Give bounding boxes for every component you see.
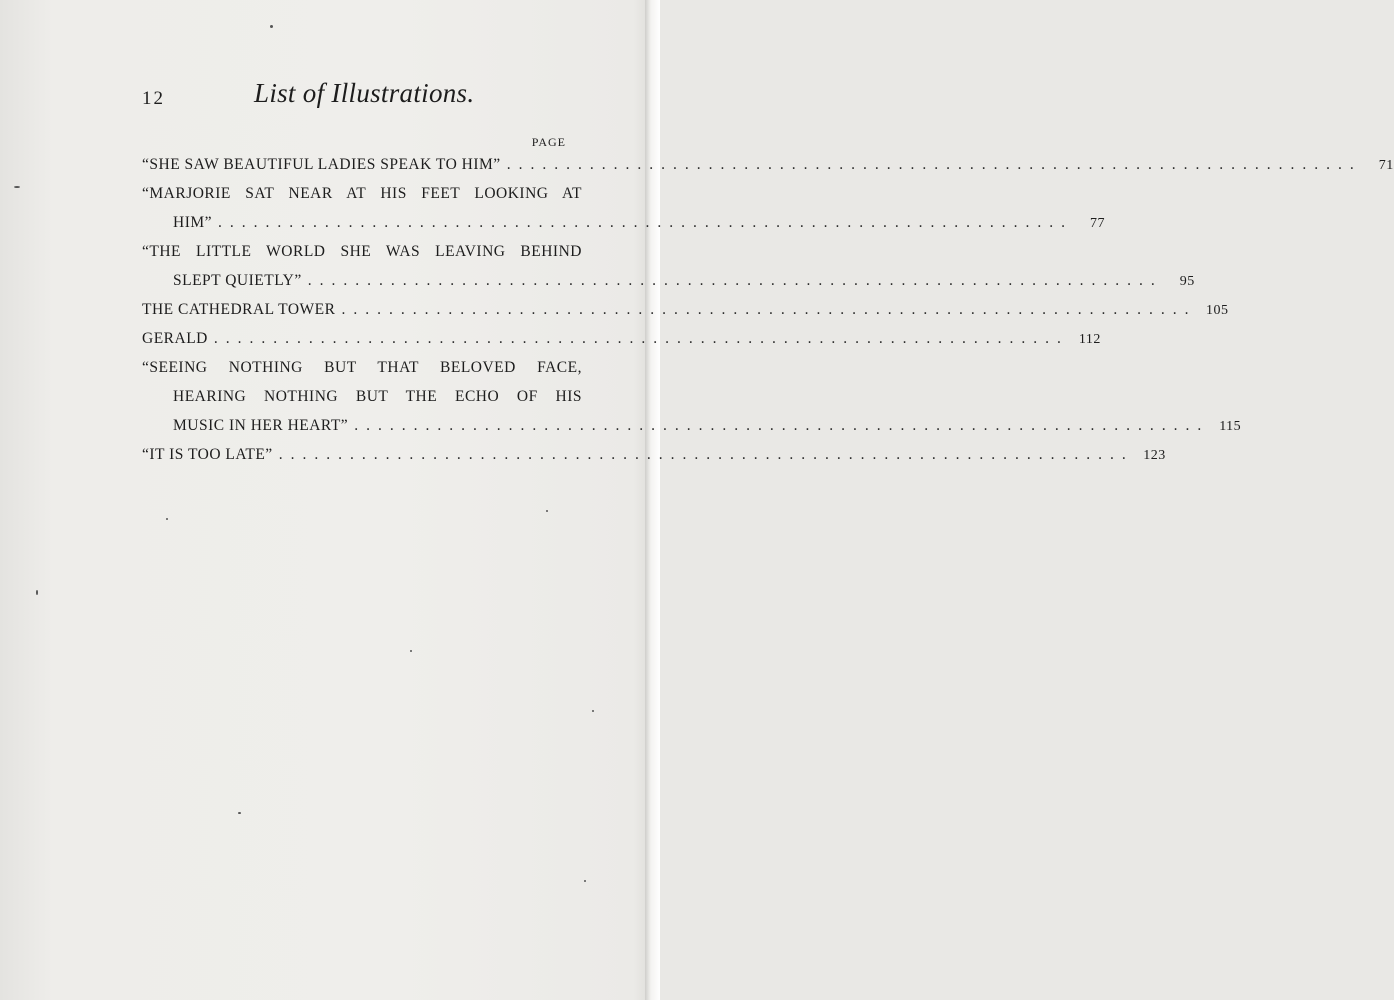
entry-page-number: 123 xyxy=(1143,448,1166,463)
entry-page-number: 105 xyxy=(1205,303,1229,318)
dot-leader: ........................................................................ xyxy=(307,272,1163,289)
entry-text-continued: SLEPT QUIETLY” xyxy=(173,272,302,289)
entry-text: “SHE SAW BEAUTIFUL LADIES SPEAK TO HIM” xyxy=(142,156,501,173)
entry-page-number: 112 xyxy=(1078,332,1101,347)
illustrations-list xyxy=(142,150,1394,469)
dot-leader: ........................................................................ xyxy=(218,214,1074,231)
dot-leader: ........................................................................ xyxy=(278,446,1134,463)
list-entry xyxy=(142,353,1242,440)
list-entry xyxy=(142,150,1394,179)
list-entry xyxy=(142,324,1101,353)
entry-text: “IT IS TOO LATE” xyxy=(142,446,273,463)
page-header xyxy=(142,78,582,118)
list-entry xyxy=(142,440,1166,469)
entry-page-number: 71 xyxy=(1378,158,1394,173)
entry-text-continued: HIM” xyxy=(173,214,213,231)
dot-leader: ........................................................................ xyxy=(354,417,1210,434)
entry-text: “SEEING NOTHING BUT THAT BELOVED FACE, xyxy=(142,359,582,376)
list-entry xyxy=(142,237,1195,295)
entry-text-continued: MUSIC IN HER HEART” xyxy=(173,417,349,434)
entry-text: THE CATHEDRAL TOWER xyxy=(142,301,336,318)
entry-text: “THE LITTLE WORLD SHE WAS LEAVING BEHIND xyxy=(142,243,582,260)
entry-page-number: 95 xyxy=(1179,274,1195,289)
entry-text-continued: HEARING NOTHING BUT THE ECHO OF HIS xyxy=(173,388,582,405)
entry-page-number: 77 xyxy=(1090,216,1106,231)
entry-text: “MARJORIE SAT NEAR AT HIS FEET LOOKING AT xyxy=(142,185,582,202)
page-column-label: PAGE xyxy=(531,135,566,149)
list-entry xyxy=(142,295,1229,324)
page-number: 12 xyxy=(142,88,165,109)
running-title: List of Illustrations. xyxy=(254,78,475,108)
entry-text: GERALD xyxy=(142,330,208,347)
list-entry xyxy=(142,179,1106,237)
dot-leader: ........................................................................ xyxy=(213,330,1069,347)
dot-leader: ........................................................................ xyxy=(506,156,1362,173)
entry-page-number: 115 xyxy=(1219,419,1242,434)
dot-leader: ........................................................................ xyxy=(341,301,1197,318)
